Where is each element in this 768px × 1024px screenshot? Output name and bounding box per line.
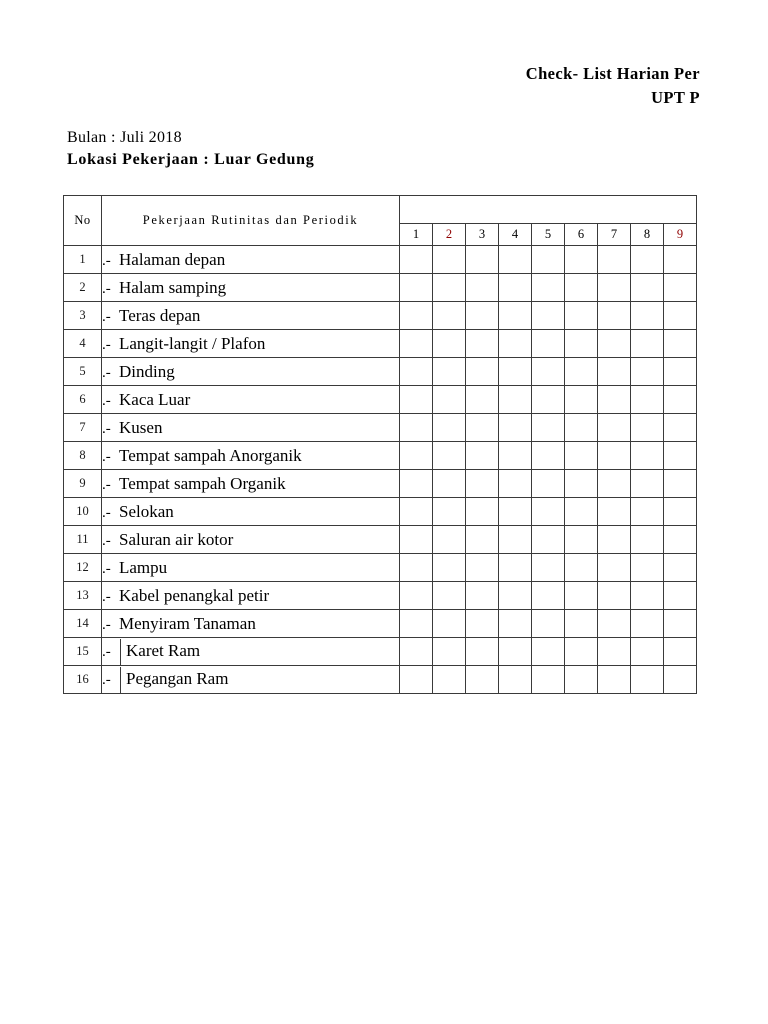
table-row (64, 386, 697, 414)
checklist-cell-day-6[interactable] (565, 666, 598, 694)
checklist-cell-day-3[interactable] (466, 470, 499, 498)
table-row (64, 274, 697, 302)
checklist-cell-day-5[interactable] (532, 330, 565, 358)
checklist-cell-day-9[interactable] (664, 442, 697, 470)
checklist-cell-day-3[interactable] (466, 442, 499, 470)
row-number: 16 (64, 666, 102, 694)
checklist-cell-day-5[interactable] (532, 498, 565, 526)
table-row (64, 498, 697, 526)
checklist-cell-day-1[interactable] (400, 470, 433, 498)
checklist-cell-day-1[interactable] (400, 582, 433, 610)
checklist-cell-day-8[interactable] (631, 274, 664, 302)
checklist-cell-day-4[interactable] (499, 470, 532, 498)
checklist-cell-day-6[interactable] (565, 526, 598, 554)
row-task-cell (102, 526, 400, 554)
checklist-cell-day-5[interactable] (532, 470, 565, 498)
checklist-cell-day-6[interactable] (565, 386, 598, 414)
row-number: 15 (64, 638, 102, 666)
row-task-label: Kusen (119, 417, 163, 437)
checklist-cell-day-8[interactable] (631, 302, 664, 330)
checklist-cell-day-8[interactable] (631, 358, 664, 386)
checklist-cell-day-7[interactable] (598, 610, 631, 638)
checklist-cell-day-4[interactable] (499, 330, 532, 358)
checklist-cell-day-8[interactable] (631, 610, 664, 638)
checklist-cell-day-4[interactable] (499, 442, 532, 470)
row-task-cell (102, 498, 400, 526)
lokasi-pekerjaan-label: Lokasi Pekerjaan : Luar Gedung (67, 151, 315, 168)
checklist-cell-day-7[interactable] (598, 274, 631, 302)
row-dash-prefix: .- (102, 420, 111, 437)
table-row (64, 442, 697, 470)
checklist-cell-day-2[interactable] (433, 302, 466, 330)
row-dash-prefix: .- (102, 252, 111, 269)
document-title-block (330, 63, 700, 108)
checklist-cell-day-2[interactable] (433, 610, 466, 638)
row-dash-prefix: .- (102, 336, 111, 353)
checklist-cell-day-7[interactable] (598, 330, 631, 358)
row-task-label: Pegangan Ram (126, 668, 229, 688)
row-number: 13 (64, 582, 102, 610)
checklist-cell-day-7[interactable] (598, 526, 631, 554)
checklist-cell-day-8[interactable] (631, 526, 664, 554)
header-no: No (64, 196, 102, 246)
checklist-cell-day-8[interactable] (631, 330, 664, 358)
checklist-cell-day-5[interactable] (532, 274, 565, 302)
checklist-cell-day-1[interactable] (400, 246, 433, 274)
row-number: 6 (64, 386, 102, 414)
row-task-cell (102, 666, 400, 694)
header-day-3: 3 (466, 224, 499, 246)
checklist-cell-day-5[interactable] (532, 302, 565, 330)
row-task-label: Kabel penangkal petir (119, 585, 270, 605)
row-number: 14 (64, 610, 102, 638)
row-dash-prefix: .- (102, 364, 111, 381)
checklist-cell-day-4[interactable] (499, 358, 532, 386)
row-dash-prefix: .- (102, 392, 111, 409)
checklist-cell-day-5[interactable] (532, 358, 565, 386)
checklist-cell-day-5[interactable] (532, 666, 565, 694)
row-task-label: Saluran air kotor (119, 529, 234, 549)
row-number: 7 (64, 414, 102, 442)
document-title-line-2: UPT P (651, 88, 700, 107)
checklist-cell-day-4[interactable] (499, 554, 532, 582)
checklist-cell-day-4[interactable] (499, 582, 532, 610)
checklist-cell-day-2[interactable] (433, 638, 466, 666)
table-row (64, 470, 697, 498)
row-dash-prefix: .- (102, 476, 111, 493)
checklist-cell-day-2[interactable] (433, 498, 466, 526)
checklist-cell-day-8[interactable] (631, 386, 664, 414)
checklist-cell-day-5[interactable] (532, 386, 565, 414)
checklist-cell-day-1[interactable] (400, 386, 433, 414)
checklist-cell-day-1[interactable] (400, 442, 433, 470)
checklist-cell-day-4[interactable] (499, 386, 532, 414)
checklist-cell-day-5[interactable] (532, 554, 565, 582)
row-number: 3 (64, 302, 102, 330)
checklist-cell-day-6[interactable] (565, 554, 598, 582)
checklist-cell-day-3[interactable] (466, 666, 499, 694)
checklist-cell-day-3[interactable] (466, 246, 499, 274)
row-dash-prefix: .- (102, 588, 111, 605)
row-task-cell (102, 302, 400, 330)
checklist-cell-day-2[interactable] (433, 470, 466, 498)
row-number: 1 (64, 246, 102, 274)
checklist-cell-day-8[interactable] (631, 638, 664, 666)
checklist-cell-day-5[interactable] (532, 582, 565, 610)
row-number: 9 (64, 470, 102, 498)
row-dash-prefix: .- (102, 639, 121, 665)
row-dash-prefix: .- (102, 280, 111, 297)
checklist-cell-day-7[interactable] (598, 498, 631, 526)
row-task-label: Kaca Luar (119, 389, 191, 409)
row-task-cell (102, 246, 400, 274)
checklist-cell-day-1[interactable] (400, 414, 433, 442)
checklist-cell-day-3[interactable] (466, 386, 499, 414)
table-row (64, 302, 697, 330)
checklist-cell-day-2[interactable] (433, 582, 466, 610)
checklist-cell-day-9[interactable] (664, 470, 697, 498)
row-dash-prefix: .- (102, 560, 111, 577)
checklist-cell-day-6[interactable] (565, 246, 598, 274)
table-row (64, 526, 697, 554)
table-row (64, 554, 697, 582)
row-task-cell (102, 638, 400, 666)
row-task-cell (102, 414, 400, 442)
header-description: Pekerjaan Rutinitas dan Periodik (102, 196, 400, 246)
checklist-cell-day-5[interactable] (532, 246, 565, 274)
header-day-1: 1 (400, 224, 433, 246)
row-task-cell (102, 358, 400, 386)
checklist-table (63, 195, 697, 694)
table-head (64, 196, 697, 246)
header-day-8: 8 (631, 224, 664, 246)
table-row (64, 330, 697, 358)
checklist-cell-day-6[interactable] (565, 442, 598, 470)
checklist-cell-day-4[interactable] (499, 638, 532, 666)
row-number: 2 (64, 274, 102, 302)
checklist-cell-day-9[interactable] (664, 666, 697, 694)
table-row (64, 582, 697, 610)
checklist-cell-day-3[interactable] (466, 330, 499, 358)
row-number: 12 (64, 554, 102, 582)
checklist-cell-day-6[interactable] (565, 330, 598, 358)
checklist-cell-day-9[interactable] (664, 246, 697, 274)
checklist-cell-day-8[interactable] (631, 498, 664, 526)
checklist-cell-day-1[interactable] (400, 526, 433, 554)
row-task-label: Menyiram Tanaman (119, 613, 256, 633)
checklist-cell-day-7[interactable] (598, 582, 631, 610)
checklist-cell-day-6[interactable] (565, 582, 598, 610)
checklist-cell-day-6[interactable] (565, 358, 598, 386)
checklist-cell-day-1[interactable] (400, 498, 433, 526)
checklist-cell-day-7[interactable] (598, 414, 631, 442)
checklist-cell-day-2[interactable] (433, 330, 466, 358)
row-task-cell (102, 274, 400, 302)
checklist-cell-day-2[interactable] (433, 414, 466, 442)
checklist-cell-day-2[interactable] (433, 274, 466, 302)
checklist-cell-day-9[interactable] (664, 638, 697, 666)
checklist-cell-day-9[interactable] (664, 610, 697, 638)
checklist-cell-day-4[interactable] (499, 666, 532, 694)
checklist-cell-day-9[interactable] (664, 582, 697, 610)
checklist-cell-day-4[interactable] (499, 246, 532, 274)
table-row (64, 610, 697, 638)
header-day-4: 4 (499, 224, 532, 246)
checklist-cell-day-2[interactable] (433, 666, 466, 694)
checklist-cell-day-4[interactable] (499, 610, 532, 638)
checklist-cell-day-6[interactable] (565, 638, 598, 666)
table-header-row-top (64, 196, 697, 224)
row-task-cell (102, 554, 400, 582)
row-task-label: Karet Ram (126, 640, 201, 660)
checklist-cell-day-3[interactable] (466, 302, 499, 330)
header-day-2: 2 (433, 224, 466, 246)
checklist-cell-day-1[interactable] (400, 666, 433, 694)
row-number: 4 (64, 330, 102, 358)
row-dash-prefix: .- (102, 616, 111, 633)
checklist-cell-day-1[interactable] (400, 274, 433, 302)
checklist-cell-day-7[interactable] (598, 470, 631, 498)
row-number: 11 (64, 526, 102, 554)
checklist-cell-day-6[interactable] (565, 470, 598, 498)
row-number: 8 (64, 442, 102, 470)
table-row (64, 414, 697, 442)
document-title-line-1: Check- List Harian Per (525, 64, 700, 83)
checklist-cell-day-8[interactable] (631, 582, 664, 610)
row-dash-prefix: .- (102, 532, 111, 549)
header-day-span (400, 196, 697, 224)
checklist-cell-day-6[interactable] (565, 274, 598, 302)
header-day-6: 6 (565, 224, 598, 246)
checklist-cell-day-3[interactable] (466, 498, 499, 526)
checklist-cell-day-4[interactable] (499, 302, 532, 330)
checklist-cell-day-3[interactable] (466, 638, 499, 666)
checklist-cell-day-4[interactable] (499, 274, 532, 302)
checklist-cell-day-9[interactable] (664, 302, 697, 330)
row-dash-prefix: .- (102, 308, 111, 325)
checklist-cell-day-9[interactable] (664, 274, 697, 302)
checklist-cell-day-3[interactable] (466, 358, 499, 386)
row-dash-prefix: .- (102, 667, 121, 693)
table-body (64, 246, 697, 694)
checklist-cell-day-2[interactable] (433, 358, 466, 386)
checklist-cell-day-9[interactable] (664, 414, 697, 442)
checklist-cell-day-5[interactable] (532, 442, 565, 470)
checklist-cell-day-1[interactable] (400, 330, 433, 358)
checklist-cell-day-1[interactable] (400, 610, 433, 638)
checklist-cell-day-2[interactable] (433, 442, 466, 470)
checklist-cell-day-7[interactable] (598, 358, 631, 386)
row-task-cell (102, 610, 400, 638)
checklist-cell-day-4[interactable] (499, 414, 532, 442)
row-task-cell (102, 442, 400, 470)
row-task-cell (102, 330, 400, 358)
row-task-label: Dinding (119, 361, 175, 381)
checklist-cell-day-8[interactable] (631, 666, 664, 694)
checklist-cell-day-7[interactable] (598, 554, 631, 582)
checklist-cell-day-3[interactable] (466, 414, 499, 442)
checklist-cell-day-8[interactable] (631, 554, 664, 582)
row-task-label: Halam samping (119, 277, 227, 297)
checklist-cell-day-7[interactable] (598, 666, 631, 694)
checklist-cell-day-7[interactable] (598, 638, 631, 666)
row-task-label: Tempat sampah Anorganik (119, 445, 302, 465)
checklist-cell-day-9[interactable] (664, 358, 697, 386)
checklist-cell-day-2[interactable] (433, 526, 466, 554)
table-row (64, 358, 697, 386)
checklist-cell-day-5[interactable] (532, 638, 565, 666)
checklist-cell-day-6[interactable] (565, 610, 598, 638)
checklist-cell-day-9[interactable] (664, 526, 697, 554)
checklist-cell-day-2[interactable] (433, 246, 466, 274)
row-task-cell (102, 582, 400, 610)
header-day-5: 5 (532, 224, 565, 246)
checklist-cell-day-5[interactable] (532, 610, 565, 638)
checklist-cell-day-4[interactable] (499, 526, 532, 554)
checklist-cell-day-5[interactable] (532, 414, 565, 442)
row-number: 5 (64, 358, 102, 386)
checklist-cell-day-8[interactable] (631, 470, 664, 498)
checklist-cell-day-7[interactable] (598, 246, 631, 274)
row-task-cell (102, 386, 400, 414)
checklist-cell-day-2[interactable] (433, 554, 466, 582)
row-dash-prefix: .- (102, 504, 111, 521)
checklist-cell-day-1[interactable] (400, 358, 433, 386)
checklist-cell-day-6[interactable] (565, 498, 598, 526)
checklist-cell-day-9[interactable] (664, 330, 697, 358)
checklist-cell-day-7[interactable] (598, 442, 631, 470)
checklist-cell-day-9[interactable] (664, 498, 697, 526)
row-task-label: Selokan (119, 501, 174, 521)
checklist-cell-day-8[interactable] (631, 442, 664, 470)
row-task-label: Halaman depan (119, 249, 226, 269)
checklist-cell-day-7[interactable] (598, 386, 631, 414)
checklist-cell-day-5[interactable] (532, 526, 565, 554)
checklist-cell-day-9[interactable] (664, 554, 697, 582)
checklist-cell-day-6[interactable] (565, 414, 598, 442)
table-row (64, 246, 697, 274)
row-task-label: Langit-langit / Plafon (119, 333, 266, 353)
checklist-cell-day-3[interactable] (466, 554, 499, 582)
checklist-cell-day-1[interactable] (400, 302, 433, 330)
row-dash-prefix: .- (102, 448, 111, 465)
checklist-cell-day-2[interactable] (433, 386, 466, 414)
checklist-cell-day-9[interactable] (664, 386, 697, 414)
checklist-cell-day-4[interactable] (499, 498, 532, 526)
row-number: 10 (64, 498, 102, 526)
row-task-label: Lampu (119, 557, 168, 577)
table-row (64, 638, 697, 666)
checklist-cell-day-1[interactable] (400, 554, 433, 582)
checklist-cell-day-7[interactable] (598, 302, 631, 330)
checklist-cell-day-8[interactable] (631, 246, 664, 274)
bulan-label: Bulan : Juli 2018 (67, 129, 182, 146)
header-day-9: 9 (664, 224, 697, 246)
checklist-cell-day-3[interactable] (466, 582, 499, 610)
checklist-cell-day-8[interactable] (631, 414, 664, 442)
row-task-cell (102, 470, 400, 498)
table-row (64, 666, 697, 694)
row-task-label: Teras depan (119, 305, 201, 325)
checklist-cell-day-3[interactable] (466, 610, 499, 638)
checklist-cell-day-1[interactable] (400, 638, 433, 666)
checklist-cell-day-3[interactable] (466, 274, 499, 302)
checklist-cell-day-6[interactable] (565, 302, 598, 330)
row-task-label: Tempat sampah Organik (119, 473, 286, 493)
checklist-cell-day-3[interactable] (466, 526, 499, 554)
header-day-7: 7 (598, 224, 631, 246)
